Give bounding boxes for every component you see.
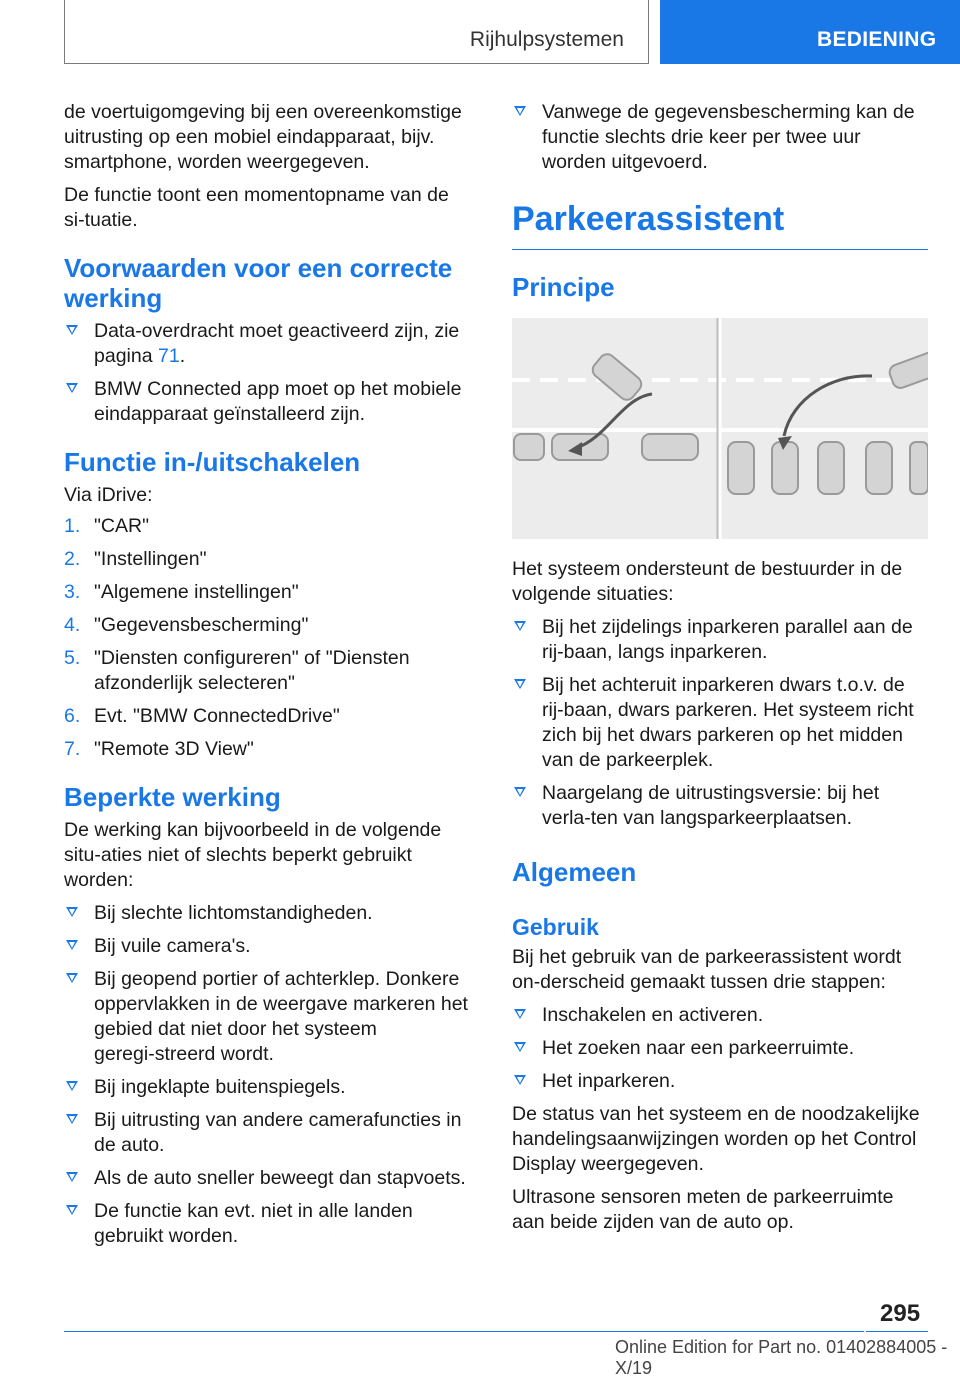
usage-subheading: Gebruik: [512, 914, 599, 940]
list-item: Bij het zijdelings inparkeren parallel aan de rij‑baan, langs inparkeren.: [512, 615, 928, 665]
toggle-heading: Functie in-/uitschakelen: [64, 447, 361, 477]
footer-edition: Online Edition for Part no. 01402884005 - X/19: [615, 1337, 948, 1378]
bullet-triangle-icon: [66, 940, 78, 950]
footer-rule-right: [866, 1331, 928, 1332]
usage-text: Bij het gebruik van de parkeerassistent wordt on‑derscheid gemaakt tussen drie stappen:: [512, 946, 902, 993]
step-number: 5.: [64, 647, 81, 669]
principle-heading: Principe: [512, 272, 615, 302]
header-section-title: Rijhulpsystemen: [469, 28, 624, 51]
step-number: 1.: [64, 515, 81, 537]
requirements-list: [64, 319, 480, 427]
list-item: Inschakelen en activeren.: [512, 1003, 928, 1028]
bullet-triangle-icon: [514, 106, 526, 116]
right-column: [512, 100, 928, 1243]
list-item: BMW Connected app moet op het mobiele eindapparaat geïnstalleerd zijn.: [64, 377, 480, 427]
step-item: [64, 613, 480, 638]
limited-list: [64, 901, 480, 1249]
bullet-triangle-icon: [66, 383, 78, 393]
step-number: 2.: [64, 548, 81, 570]
steps-list: [64, 514, 480, 762]
status-paragraph: De status van het systeem en de noodzakelijke handelingsaanwijzingen worden op het Control Display weergegeven.: [512, 1103, 920, 1175]
intro-paragraph-2: De functie toont een momentopname van de si‑tuatie.: [64, 184, 449, 231]
general-heading: Algemeen: [512, 857, 637, 887]
step-number: 7.: [64, 738, 81, 760]
page-link-71[interactable]: 71: [157, 345, 180, 367]
steps-bullet-list: [512, 1003, 928, 1094]
bullet-triangle-icon: [66, 907, 78, 917]
step-text: "Instellingen": [94, 548, 207, 570]
step-text: Evt. "BMW ConnectedDrive": [94, 705, 340, 727]
step-item: [64, 547, 480, 572]
section-title: Parkeerassistent: [512, 199, 928, 250]
principle-text: Het systeem ondersteunt de bestuurder in de volgende situaties:: [512, 558, 903, 605]
list-item: Bij ingeklapte buitenspiegels.: [64, 1075, 480, 1100]
list-item: Vanwege de gegevensbescherming kan de functie slechts drie keer per twee uur worden uitgevoerd.: [512, 100, 928, 175]
bullet-triangle-icon: [514, 679, 526, 689]
continued-list: [512, 100, 928, 175]
bullet-triangle-icon: [514, 787, 526, 797]
header-chapter-tab: [660, 0, 960, 64]
header-section-box: [64, 0, 649, 64]
bullet-triangle-icon: [514, 1009, 526, 1019]
requirements-heading: Voorwaarden voor een correcte werking: [64, 253, 453, 313]
bullet-triangle-icon: [66, 1114, 78, 1124]
bullet-triangle-icon: [66, 325, 78, 335]
list-item: Bij slechte lichtomstandigheden.: [64, 901, 480, 926]
list-item: Naargelang de uitrustingsversie: bij het verla‑ten van langsparkeerplaatsen.: [512, 781, 928, 831]
sensor-paragraph: Ultrasone sensoren meten de parkeerruimte aan beide zijden van de auto op.: [512, 1186, 894, 1233]
step-number: 3.: [64, 581, 81, 603]
bullet-triangle-icon: [66, 1205, 78, 1215]
header-chapter-title: BEDIENING: [817, 28, 937, 51]
limited-heading: Beperkte werking: [64, 782, 281, 812]
step-item: [64, 704, 480, 729]
bullet-triangle-icon: [514, 1075, 526, 1085]
left-column: [64, 100, 480, 1257]
list-item: Bij uitrusting van andere camerafuncties in de auto.: [64, 1108, 480, 1158]
via-idrive-text: Via iDrive:: [64, 484, 153, 506]
intro-paragraph-1: de voertuigomgeving bij een overeenkomstige uitrusting op een mobiel eindapparaat, bijv. smartphone, worden weergegeven.: [64, 101, 462, 173]
step-text: "Diensten configureren" of "Diensten afzonderlijk selecteren": [94, 647, 410, 694]
step-text: "CAR": [94, 515, 150, 537]
bullet-triangle-icon: [66, 1172, 78, 1182]
step-text: "Gegevensbescherming": [94, 614, 309, 636]
parking-diagram-svg: [512, 318, 928, 539]
list-item: Het zoeken naar een parkeerruimte.: [512, 1036, 928, 1061]
list-item: De functie kan evt. niet in alle landen gebruikt worden.: [64, 1199, 480, 1249]
parking-illustration: [512, 318, 928, 539]
step-number: 6.: [64, 705, 81, 727]
step-text: "Algemene instellingen": [94, 581, 299, 603]
principle-list: [512, 615, 928, 831]
bullet-triangle-icon: [514, 621, 526, 631]
list-item: Bij het achteruit inparkeren dwars t.o.v. de rij‑baan, dwars parkeren. Het systeem richt zich bij het dwars parkeren op het midden van de parkeerplek.: [512, 673, 928, 773]
list-item: Als de auto sneller beweegt dan stapvoets.: [64, 1166, 480, 1191]
footer-rule: [64, 1331, 864, 1332]
step-number: 4.: [64, 614, 81, 636]
step-item: [64, 646, 480, 696]
page-number: 295: [880, 1300, 921, 1327]
step-item: [64, 580, 480, 605]
list-item: Het inparkeren.: [512, 1069, 928, 1094]
list-item: Bij vuile camera's.: [64, 934, 480, 959]
step-text: "Remote 3D View": [94, 738, 254, 760]
step-item: [64, 514, 480, 539]
step-item: [64, 737, 480, 762]
list-item: Bij geopend portier of achterklep. Donkere oppervlakken in de weergave markeren het gebied dat niet door het systeem geregi‑streerd wordt.: [64, 967, 480, 1067]
bullet-triangle-icon: [66, 1081, 78, 1091]
bullet-triangle-icon: [66, 973, 78, 983]
list-item: Data-overdracht moet geactiveerd zijn, zie pagina 71.: [64, 319, 480, 369]
limited-text: De werking kan bijvoorbeeld in de volgende situ‑aties niet of slechts beperkt gebruikt worden:: [64, 819, 442, 891]
bullet-triangle-icon: [514, 1042, 526, 1052]
